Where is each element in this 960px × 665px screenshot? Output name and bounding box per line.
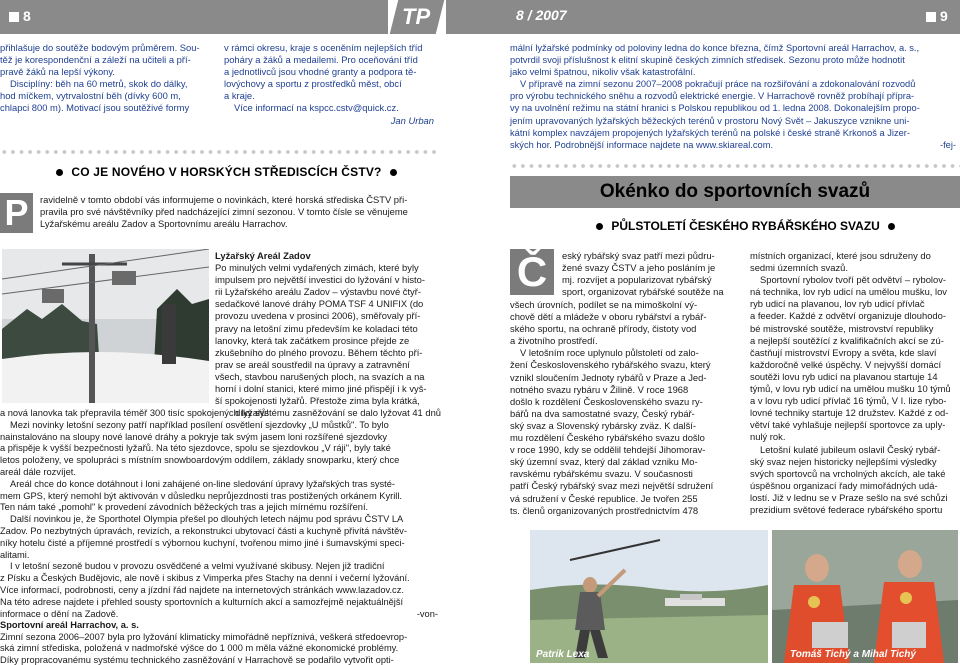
text-line: Areál chce do konce dotáhnout i loni zahájené on-line sledování úpravy lyžařských tras systé-: [10, 478, 395, 489]
text-line: vá sdružení v České republice. Je tvořen 255: [510, 492, 698, 504]
text-line: Mezi novinky letošní sezony patří například posílení osvětlení sjezdovky „U můstků". To bylo: [10, 419, 389, 430]
article1-body: [0, 408, 442, 620]
text-line: Více informací, podrobnosti, ceny a jízdní řád najdete na internetových stránkách www.lazadov.cz.: [0, 584, 404, 595]
text-line: notného svazu rybáru v Žilině. V roce 1968: [510, 383, 689, 395]
text-line: ryb udicí na plavanou, lov ryb udicí přívlač: [750, 298, 925, 310]
text-line: nainstalováno na sloupy nové lanové dráhy a pokryje tak svým jasem loni rozšířené sjezdovky: [0, 431, 388, 442]
text-line: zkušebního do plného provozu. Během těchto pří-: [215, 346, 423, 358]
text-line: díky systému zasněžování se dalo lyžovat 41 dnů: [235, 407, 441, 419]
text-line: pravila pro své návštěvníky před nadcházející zimní sezonou. V tomto čísle se věnujeme: [40, 206, 408, 218]
text-line: prav se areál soustředil na úpravy a zatravnění: [215, 358, 410, 370]
dropcap-c: Č: [510, 249, 554, 295]
text-line: mem GPS, který nemohl být aktivován v důsledku neprůjezdnosti tras postižených orkánem Kyrill.: [0, 490, 403, 501]
text-line: jením upravovaných lyžařských běžeckých terénů v prostoru Nový Svět – Jakuszyce vznikne uni-: [510, 115, 910, 126]
photo-chairlift: [2, 249, 209, 403]
text-line: těž je korespondenční a záleží na učiteli a pří-: [0, 54, 191, 66]
text-line: sedačkové lanové dráhy POMA TSF 4 UNIFIX (do: [215, 298, 424, 310]
text-line: ský svaz a Slovenský rybársky zväz. K další-: [510, 419, 696, 431]
dropcap-p: P: [0, 193, 33, 233]
text-line: níky hotelu čisté a příjemné prostředí s výbornou kuchyní, tvořenou mimo jiné i šumavskými speci-: [0, 537, 405, 548]
text-line: týmů, v lovu ryb udicí na umělou mušku 10 týmů: [750, 383, 951, 395]
text-line: nulý rok.: [750, 431, 786, 443]
text-line: všech, stavbou narušených ploch, na svazích a na: [215, 370, 425, 382]
text-line: lanovky, která tak začátkem prosince přejde ze: [215, 334, 410, 346]
text-line: a nejlepší soutěžící z kvalifikačních akcí se zú-: [750, 334, 944, 346]
text-line: a životního prostředí.: [510, 335, 598, 347]
text-line: Letošní kulaté jubileum oslavil Český rybář-: [760, 443, 941, 455]
text-line: lostí. Již v lednu se v Praze sešlo na své schůzi: [750, 491, 948, 503]
text-line: ský svaz nejen historicky nejlepšími výsledky: [750, 455, 937, 467]
col2-top-text: [224, 42, 442, 127]
text-line: mální lyžařské podmínky od poloviny ledna do konce března, čímž Sportovní areál Harrachov, a. s.,: [510, 43, 920, 53]
text-line: ská zimní střediska, položená v nadmořské výšce do 1 000 m měla vážné ekonomické problémy.: [0, 643, 399, 654]
text-line: Lyžařskému areálu Zadov a Sportovnímu areálu Harrachov.: [40, 218, 288, 230]
right-top-text: [510, 42, 960, 151]
page-header-right: [446, 0, 960, 34]
text-line: horní i dolní stanici, které mimo jiné přispějí i k vyš-: [215, 383, 427, 395]
bullet-icon: [888, 223, 895, 230]
text-line: potvrdil svoji příslušnost k elitní skupině českých zimních středisek. Sezonu proto může hodnotit: [510, 55, 905, 66]
text-line: Další novinkou je, že Sporthotel Olympia přešel po dlouhých letech nájmu pod správu ČSTV LA: [10, 514, 404, 525]
text-line: ravidelně v tomto období vás informujeme o novinkách, které horská střediska ČSTV při-: [40, 194, 408, 205]
text-line: Zadov. Po nezbytných úpravách, revizích, a rekonstrukci ubytovací části a kuchyně přivítá návštěv-: [0, 525, 408, 536]
text-line: lovýchovy a sportu z prostředků měst, obcí: [224, 78, 402, 90]
issue-label: 8 / 2007: [516, 7, 567, 23]
article1-heading: CO JE NOVÉHO V HORSKÝCH STŘEDISCÍCH ČSTV?: [56, 166, 397, 178]
text-line: Ten nám také „pomohl" k provedení závodních běžeckých tras a jejich mírnému rozšíření.: [0, 502, 369, 513]
text-line: žení Československého rybářského svazu, který: [510, 359, 711, 371]
text-line: letos položeny, ve spolupráci s místním snowboardovým oddílem, základy snowparku, který chce: [0, 455, 400, 466]
text-line: informace o dění na Zadově. -von-: [0, 609, 442, 621]
article2-col2: [750, 250, 960, 516]
text-line: bé mistrovské soutěže, mistrovství republiky: [750, 322, 934, 334]
text-line: sport, organizovat rybářské soutěže na: [562, 286, 724, 298]
text-line: V letošním roce uplynulo půlstoletí od zalo-: [520, 347, 699, 359]
text-line: prezidium světové federace rybářského sportu: [750, 503, 943, 515]
caption-right: Tomáš Tichý a Mihal Tichý: [790, 649, 916, 660]
text-line: chově dětí a mládeže v oboru rybářství a rybář-: [510, 311, 707, 323]
page-header-left: [0, 0, 388, 34]
text-line: úspěšnou organizací řady mimořádných udá-: [750, 479, 938, 491]
text-line: ravskému rybářskému svazu. V současnosti: [510, 468, 693, 480]
page-number-right: 9: [926, 10, 948, 22]
text-line: a feeder. Každé z odvětví organizuje dlouhodo-: [750, 310, 946, 322]
text-line: soutěži lovu ryb udicí na plavanou startuje 14: [750, 370, 938, 382]
article1-harrachov: [0, 620, 442, 665]
text-line: všech úrovních, podílet se na mimoškolní vý-: [510, 299, 698, 310]
logo-text: TP: [402, 4, 431, 29]
text-line: a v lovu ryb udicí přívlač 16 týmů, V I. lize rybo-: [750, 395, 947, 407]
text-line: impulsem pro největší investici do lyžování v histo-: [215, 274, 425, 286]
bullet-icon: [56, 169, 63, 176]
text-line: Sportovní rybolov tvoří pět odvětví – rybolov-: [760, 274, 947, 286]
subheading-zadov: Lyžařský Areál Zadov: [215, 250, 311, 261]
text-line: jako velmi špatnou, nikoliv však katastrofální.: [510, 67, 696, 78]
text-line: častňují mistrovství Evropy a světa, kde slaví: [750, 346, 937, 358]
text-line: sedmi územních svazů.: [750, 262, 848, 274]
article1-intro: [40, 194, 440, 230]
text-line: I v letošní sezoně budou v provozu osvědčené a velmi využívané skibusy. Nejen již tradiční: [10, 561, 385, 572]
text-line: areál dále rozvíjet.: [0, 466, 76, 477]
text-line: Po minulých velmi vydařených zimách, které byly: [215, 262, 419, 274]
text-line: lovné techniky startuje 12 družstev. Každé z od-: [750, 407, 949, 419]
text-line: ts. členů organizovaných prostřednictvím 478: [510, 504, 699, 516]
article1-zadov-text: [215, 250, 441, 419]
author: -von-: [416, 608, 438, 619]
text-line: bářů na dva samostatné svazy, Český rybář-: [510, 407, 695, 419]
dot-divider-left: [0, 148, 440, 156]
text-line: chlapci 800 m). Motivací jsou soutěživé formy: [0, 102, 190, 114]
text-line: větví také vyhlašuje nejlepší sportovce za uply-: [750, 419, 946, 431]
text-line: pravě žáků na lepší výkony.: [0, 66, 115, 78]
text-line: kátní komplex navzájem propojených lyžařských terénů na polské i české straně Krkonoš a Jizer-: [510, 127, 910, 138]
text-line: hod míčkem, vytrvalostní běh (dívky 600 m,: [0, 90, 181, 102]
author: Jan Urban: [390, 114, 434, 126]
article2-col1: [510, 299, 738, 517]
text-line: Zimní sezona 2006–2007 byla pro lyžování klimaticky mimořádně nepříznivá, veškerá středoevrop-: [0, 631, 408, 642]
text-line: eský rybářský svaz patří mezi půdru-: [562, 250, 715, 261]
text-line: a nová lanovka tak přepravila téměř 300 tisíc spokojených lyžařů!: [0, 408, 269, 418]
text-line: a jednotlivců jsou vhodné granty a podpora tě-: [224, 66, 417, 78]
text-line: každoročně velké úspěchy. V nejvyšší domácí: [750, 358, 942, 370]
text-line: alitami.: [0, 549, 30, 560]
text-line: ský územní svaz, který dal základ vzniku Mo-: [510, 456, 698, 468]
col1-top-text: [0, 42, 212, 115]
text-line: pravy na letošní zimu především ke koladaci této: [215, 322, 418, 334]
page-number-left: 8: [9, 10, 31, 22]
text-line: a kraje.: [224, 90, 255, 102]
bullet-icon: [596, 223, 603, 230]
text-line: mu rozdělení Českého rybářského svazu došlo: [510, 432, 705, 444]
text-line: vy na uvolnění režimu na státní hranici s Polskou republikou od 1. ledna 2008. Dokonalejším propo-: [510, 103, 920, 114]
text-line: pro výrobu technického sněhu a rozvodů elektrické energie. V Harrachově rovněž probíhají přípra-: [510, 91, 915, 102]
subheading-harrachov: Sportovní areál Harrachov, a. s.: [0, 620, 139, 630]
text-line: ských hor. Podrobnější informace najdete na www.skiareal.com. -fej-: [510, 139, 960, 151]
text-line: z Písku a Českých Budějovic, ale nově i skibus z Vimperka přes Stachy na denní i večerní lyžování.: [0, 573, 410, 584]
text-line: poháry a žáků a medailemi. Pro oceňování tříd: [224, 54, 418, 66]
dot-divider-right: [510, 162, 960, 170]
text-line: v roce 1990, kdy se oddělil tehdejší Jihomorav-: [510, 444, 706, 456]
text-line: Díky propracovanému systému technického zasněžování v Harrachově se podařilo vytvořit opti-: [0, 654, 394, 665]
text-line: a přispěje k vyšší bezpečnosti lyžařů. Na této sjezdovce, spolu se sjezdovkou „V ráji", byly také: [0, 443, 391, 454]
article2-col1-short: [562, 250, 738, 298]
text-line: místních organizací, které jsou sdruženy do: [750, 250, 931, 261]
text-line: rii Lyžařského areálu Zadov – výstavbu nové čtyř-: [215, 286, 421, 298]
text-line: mj. rozvíjet a popularizovat rybářský: [562, 274, 712, 286]
text-line: žené svazy ČSTV a jeho posláním je: [562, 262, 716, 274]
text-line: ná technika, lov ryb udicí na umělou mušku, lov: [750, 286, 947, 298]
photo-medalists: [772, 530, 958, 663]
kicker-title: Okénko do sportovních svazů: [599, 181, 871, 202]
text-line: v rámci okresu, kraje s oceněním nejlepších tříd: [224, 42, 423, 53]
more-info-link[interactable]: Více informací na kspcc.cstv@quick.cz.: [234, 102, 399, 114]
text-line: ského sportu, na ochraně přírody, čistoty vod: [510, 323, 697, 335]
bullet-icon: [390, 169, 397, 176]
text-line: vznikl sloučením Jednoty rybářů v Praze a Jed-: [510, 371, 707, 383]
text-line: ší spokojenosti lyžařů. Přestože zima byla krátká,: [215, 395, 420, 407]
article2-heading: PŮLSTOLETÍ ČESKÉHO RYBÁŘSKÉHO SVAZU: [596, 220, 895, 232]
author: -fej-: [939, 139, 956, 150]
text-line: došlo k rozdělení Československého svazu ry-: [510, 395, 703, 407]
text-line: provozu uvedena v prosinci 2006), směřovaly pří-: [215, 310, 421, 322]
photo-caster: [530, 530, 768, 663]
text-line: patří Český rybářský svaz mezi největší sdružení: [510, 480, 714, 492]
text-line: V přípravě na zimní sezonu 2007–2008 pokračují práce na rozšiřování a zdokonalování rozvodů: [520, 79, 916, 90]
text-line: přihlašuje do soutěže bodovým průměrem. Sou-: [0, 42, 200, 53]
text-line: Na této adrese najdete i přehled sousty sportovních a kulturních akcí a samozřejmě nejaktuálnější: [0, 596, 404, 607]
caption-left: Patrik Lexa: [536, 649, 590, 660]
text-line: Disciplíny: běh na 60 metrů, skok do dálky,: [10, 78, 188, 90]
text-line: svých sportovců na vrcholných akcích, ale také: [750, 467, 946, 479]
